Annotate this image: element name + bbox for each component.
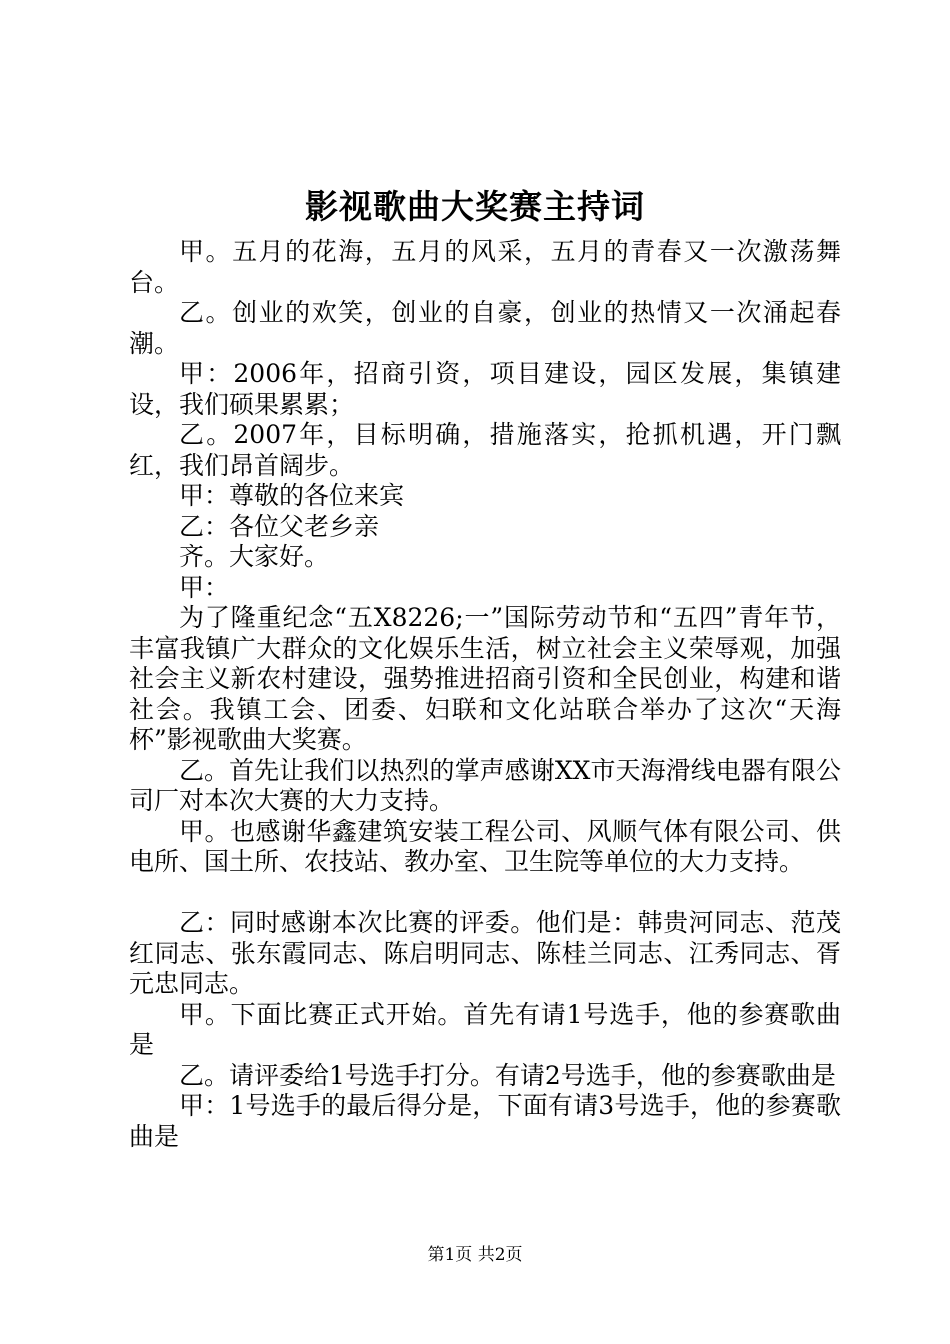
paragraph: 乙。首先让我们以热烈的掌声感谢XX市天海滑线电器有限公司厂对本次大赛的大力支持。 [129,755,841,815]
paragraph: 乙。2007年，目标明确，措施落实，抢抓机遇，开门飘红，我们昂首阔步。 [129,420,841,480]
paragraph: 甲：尊敬的各位来宾 [179,481,405,510]
paragraph: 乙。创业的欢笑，创业的自豪，创业的热情又一次涌起春潮。 [129,298,841,358]
paragraph: 甲。下面比赛正式开始。首先有请1号选手，他的参赛歌曲是 [129,999,841,1059]
document-body [129,237,841,1152]
paragraph: 为了隆重纪念“五X8226;一”国际劳动节和“五四”青年节，丰富我镇广大群众的文化娱乐生活，树立社会主义荣辱观，加强社会主义新农村建设，强势推进招商引资和全民创业，构建和谐社会。我镇工会、团委、妇联和文化站联合举办了这次“天海杯”影视歌曲大奖赛。 [129,603,841,754]
paragraph: 齐。大家好。 [179,542,330,571]
paragraph: 甲： [179,572,230,602]
paragraph: 乙：同时感谢本次比赛的评委。他们是：韩贵河同志、范茂红同志、张东霞同志、陈启明同志、陈桂兰同志、江秀同志、胥元忠同志。 [129,908,841,998]
paragraph: 乙。请评委给1号选手打分。有请2号选手，他的参赛歌曲是 [179,1060,836,1090]
document-title: 影视歌曲大奖赛主持词 [305,187,645,226]
paragraph: 乙：各位父老乡亲 [179,511,380,541]
paragraph: 甲。五月的花海，五月的风采，五月的青春又一次激荡舞台。 [129,237,841,297]
page-footer: 第1页 共2页 [427,1245,523,1265]
paragraph: 甲：1号选手的最后得分是，下面有请3号选手，他的参赛歌曲是 [129,1091,841,1151]
paragraph: 甲：2006年，招商引资，项目建设，园区发展，集镇建设，我们硕果累累； [129,359,841,419]
blank-line [129,878,841,909]
paragraph: 甲。也感谢华鑫建筑安装工程公司、风顺气体有限公司、供电所、国土所、农技站、教办室、卫生院等单位的大力支持。 [129,816,841,876]
